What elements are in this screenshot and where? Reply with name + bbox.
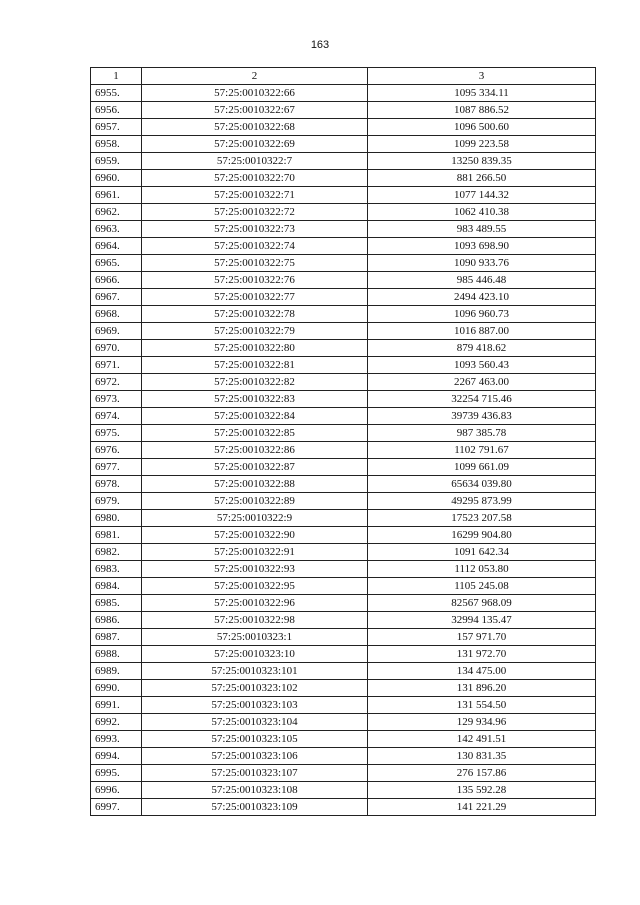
cadastral-value-cell: 983 489.55: [368, 221, 596, 238]
table-row: [91, 578, 596, 595]
cadastral-number-cell: 57:25:0010322:75: [142, 255, 368, 272]
table-row: [91, 476, 596, 493]
row-index-cell: 6984.: [91, 578, 142, 595]
table-row: [91, 697, 596, 714]
cadastral-number-cell: 57:25:0010322:80: [142, 340, 368, 357]
cadastral-value-cell: 985 446.48: [368, 272, 596, 289]
cadastral-value-cell: 1091 642.34: [368, 544, 596, 561]
cadastral-number-cell: 57:25:0010322:67: [142, 102, 368, 119]
cadastral-value-cell: 32994 135.47: [368, 612, 596, 629]
table-row: [91, 510, 596, 527]
cadastral-value-cell: 157 971.70: [368, 629, 596, 646]
table-row: [91, 425, 596, 442]
row-index-cell: 6981.: [91, 527, 142, 544]
cadastral-value-cell: 1096 500.60: [368, 119, 596, 136]
cadastral-number-cell: 57:25:0010322:7: [142, 153, 368, 170]
cadastral-number-cell: 57:25:0010322:79: [142, 323, 368, 340]
row-index-cell: 6970.: [91, 340, 142, 357]
cadastral-number-cell: 57:25:0010323:10: [142, 646, 368, 663]
row-index-cell: 6966.: [91, 272, 142, 289]
table-body: [91, 85, 596, 816]
table-row: [91, 680, 596, 697]
row-index-cell: 6997.: [91, 799, 142, 816]
row-index-cell: 6968.: [91, 306, 142, 323]
table-row: [91, 799, 596, 816]
cadastral-value-cell: 17523 207.58: [368, 510, 596, 527]
cadastral-value-cell: 1099 661.09: [368, 459, 596, 476]
cadastral-value-cell: 881 266.50: [368, 170, 596, 187]
cadastral-number-cell: 57:25:0010322:68: [142, 119, 368, 136]
cadastral-number-cell: 57:25:0010322:82: [142, 374, 368, 391]
row-index-cell: 6993.: [91, 731, 142, 748]
cadastral-number-cell: 57:25:0010322:87: [142, 459, 368, 476]
row-index-cell: 6958.: [91, 136, 142, 153]
row-index-cell: 6986.: [91, 612, 142, 629]
cadastral-value-cell: 1099 223.58: [368, 136, 596, 153]
cadastral-number-cell: 57:25:0010322:89: [142, 493, 368, 510]
cadastral-value-cell: 49295 873.99: [368, 493, 596, 510]
table-row: [91, 340, 596, 357]
table-row: [91, 136, 596, 153]
cadastral-value-cell: 16299 904.80: [368, 527, 596, 544]
row-index-cell: 6957.: [91, 119, 142, 136]
row-index-cell: 6994.: [91, 748, 142, 765]
cadastral-number-cell: 57:25:0010322:74: [142, 238, 368, 255]
cadastral-value-cell: 1016 887.00: [368, 323, 596, 340]
row-index-cell: 6959.: [91, 153, 142, 170]
row-index-cell: 6955.: [91, 85, 142, 102]
row-index-cell: 6960.: [91, 170, 142, 187]
table-row: [91, 646, 596, 663]
cadastral-number-cell: 57:25:0010323:109: [142, 799, 368, 816]
table-row: [91, 544, 596, 561]
cadastral-number-cell: 57:25:0010323:102: [142, 680, 368, 697]
page-number: 163: [310, 39, 330, 51]
cadastral-value-cell: 131 554.50: [368, 697, 596, 714]
cadastral-number-cell: 57:25:0010322:96: [142, 595, 368, 612]
table-row: [91, 663, 596, 680]
cadastral-number-cell: 57:25:0010322:84: [142, 408, 368, 425]
cadastral-value-cell: 987 385.78: [368, 425, 596, 442]
row-index-cell: 6982.: [91, 544, 142, 561]
cadastral-value-cell: 135 592.28: [368, 782, 596, 799]
table-row: [91, 323, 596, 340]
row-index-cell: 6990.: [91, 680, 142, 697]
row-index-cell: 6987.: [91, 629, 142, 646]
row-index-cell: 6991.: [91, 697, 142, 714]
table-header-row: [91, 68, 596, 85]
table-row: [91, 289, 596, 306]
cadastral-number-cell: 57:25:0010322:85: [142, 425, 368, 442]
cadastral-number-cell: 57:25:0010322:98: [142, 612, 368, 629]
cadastral-value-cell: 129 934.96: [368, 714, 596, 731]
table-row: [91, 748, 596, 765]
cadastral-number-cell: 57:25:0010323:103: [142, 697, 368, 714]
cadastral-value-cell: 1090 933.76: [368, 255, 596, 272]
cadastral-number-cell: 57:25:0010322:86: [142, 442, 368, 459]
cadastral-value-cell: 32254 715.46: [368, 391, 596, 408]
row-index-cell: 6971.: [91, 357, 142, 374]
cadastral-number-cell: 57:25:0010322:71: [142, 187, 368, 204]
row-index-cell: 6995.: [91, 765, 142, 782]
cadastral-number-cell: 57:25:0010322:93: [142, 561, 368, 578]
cadastral-value-cell: 65634 039.80: [368, 476, 596, 493]
cadastral-value-cell: 1093 698.90: [368, 238, 596, 255]
cadastral-number-cell: 57:25:0010323:105: [142, 731, 368, 748]
cadastral-number-cell: 57:25:0010323:108: [142, 782, 368, 799]
cadastral-number-cell: 57:25:0010322:83: [142, 391, 368, 408]
table-row: [91, 153, 596, 170]
cadastral-value-cell: 1093 560.43: [368, 357, 596, 374]
row-index-cell: 6979.: [91, 493, 142, 510]
row-index-cell: 6965.: [91, 255, 142, 272]
row-index-cell: 6962.: [91, 204, 142, 221]
cadastral-value-cell: 276 157.86: [368, 765, 596, 782]
row-index-cell: 6974.: [91, 408, 142, 425]
row-index-cell: 6992.: [91, 714, 142, 731]
table-row: [91, 221, 596, 238]
cadastral-number-cell: 57:25:0010322:81: [142, 357, 368, 374]
row-index-cell: 6963.: [91, 221, 142, 238]
cadastral-value-cell: 1077 144.32: [368, 187, 596, 204]
table-row: [91, 629, 596, 646]
table-row: [91, 170, 596, 187]
cadastral-number-cell: 57:25:0010322:73: [142, 221, 368, 238]
cadastral-number-cell: 57:25:0010323:106: [142, 748, 368, 765]
row-index-cell: 6980.: [91, 510, 142, 527]
table-row: [91, 561, 596, 578]
cadastral-value-cell: 141 221.29: [368, 799, 596, 816]
column-header-number: 1: [91, 68, 142, 85]
row-index-cell: 6973.: [91, 391, 142, 408]
cadastral-value-cell: 1062 410.38: [368, 204, 596, 221]
table-row: [91, 255, 596, 272]
cadastral-number-cell: 57:25:0010322:77: [142, 289, 368, 306]
cadastral-value-cell: 1112 053.80: [368, 561, 596, 578]
row-index-cell: 6976.: [91, 442, 142, 459]
table-row: [91, 238, 596, 255]
table-row: [91, 119, 596, 136]
cadastral-number-cell: 57:25:0010323:1: [142, 629, 368, 646]
row-index-cell: 6977.: [91, 459, 142, 476]
cadastral-value-cell: 2494 423.10: [368, 289, 596, 306]
cadastral-value-cell: 13250 839.35: [368, 153, 596, 170]
row-index-cell: 6978.: [91, 476, 142, 493]
cadastral-number-cell: 57:25:0010322:78: [142, 306, 368, 323]
cadastral-number-cell: 57:25:0010322:70: [142, 170, 368, 187]
cadastral-number-cell: 57:25:0010322:72: [142, 204, 368, 221]
row-index-cell: 6956.: [91, 102, 142, 119]
table-row: [91, 442, 596, 459]
table-row: [91, 782, 596, 799]
column-header-cadastral-number: 2: [142, 68, 368, 85]
cadastral-value-cell: 130 831.35: [368, 748, 596, 765]
cadastral-number-cell: 57:25:0010322:76: [142, 272, 368, 289]
table-row: [91, 391, 596, 408]
cadastral-value-cell: 2267 463.00: [368, 374, 596, 391]
table-row: [91, 102, 596, 119]
cadastral-value-cell: 134 475.00: [368, 663, 596, 680]
table-row: [91, 85, 596, 102]
table-row: [91, 765, 596, 782]
cadastral-number-cell: 57:25:0010322:66: [142, 85, 368, 102]
table-row: [91, 187, 596, 204]
cadastral-value-cell: 1105 245.08: [368, 578, 596, 595]
table-row: [91, 306, 596, 323]
table-row: [91, 612, 596, 629]
cadastral-value-cell: 131 972.70: [368, 646, 596, 663]
table-row: [91, 374, 596, 391]
row-index-cell: 6983.: [91, 561, 142, 578]
row-index-cell: 6996.: [91, 782, 142, 799]
row-index-cell: 6969.: [91, 323, 142, 340]
cadastral-number-cell: 57:25:0010322:95: [142, 578, 368, 595]
cadastral-value-cell: 131 896.20: [368, 680, 596, 697]
cadastral-value-cell: 1087 886.52: [368, 102, 596, 119]
cadastral-number-cell: 57:25:0010323:104: [142, 714, 368, 731]
table-row: [91, 272, 596, 289]
table-row: [91, 527, 596, 544]
table-row: [91, 714, 596, 731]
table-row: [91, 204, 596, 221]
cadastral-value-cell: 1095 334.11: [368, 85, 596, 102]
cadastral-value-cell: 1102 791.67: [368, 442, 596, 459]
row-index-cell: 6985.: [91, 595, 142, 612]
row-index-cell: 6961.: [91, 187, 142, 204]
row-index-cell: 6964.: [91, 238, 142, 255]
table-row: [91, 731, 596, 748]
table-row: [91, 493, 596, 510]
cadastral-value-cell: 39739 436.83: [368, 408, 596, 425]
row-index-cell: 6975.: [91, 425, 142, 442]
row-index-cell: 6988.: [91, 646, 142, 663]
cadastral-number-cell: 57:25:0010322:9: [142, 510, 368, 527]
cadastral-value-cell: 1096 960.73: [368, 306, 596, 323]
cadastral-number-cell: 57:25:0010323:107: [142, 765, 368, 782]
cadastral-value-cell: 879 418.62: [368, 340, 596, 357]
cadastral-value-cell: 82567 968.09: [368, 595, 596, 612]
cadastral-number-cell: 57:25:0010322:90: [142, 527, 368, 544]
cadastral-number-cell: 57:25:0010322:91: [142, 544, 368, 561]
table-row: [91, 357, 596, 374]
row-index-cell: 6972.: [91, 374, 142, 391]
table-row: [91, 595, 596, 612]
column-header-value: 3: [368, 68, 596, 85]
row-index-cell: 6989.: [91, 663, 142, 680]
cadastral-number-cell: 57:25:0010323:101: [142, 663, 368, 680]
cadastral-number-cell: 57:25:0010322:69: [142, 136, 368, 153]
cadastral-value-table: [90, 67, 596, 816]
cadastral-value-cell: 142 491.51: [368, 731, 596, 748]
cadastral-number-cell: 57:25:0010322:88: [142, 476, 368, 493]
table-row: [91, 459, 596, 476]
row-index-cell: 6967.: [91, 289, 142, 306]
table-row: [91, 408, 596, 425]
